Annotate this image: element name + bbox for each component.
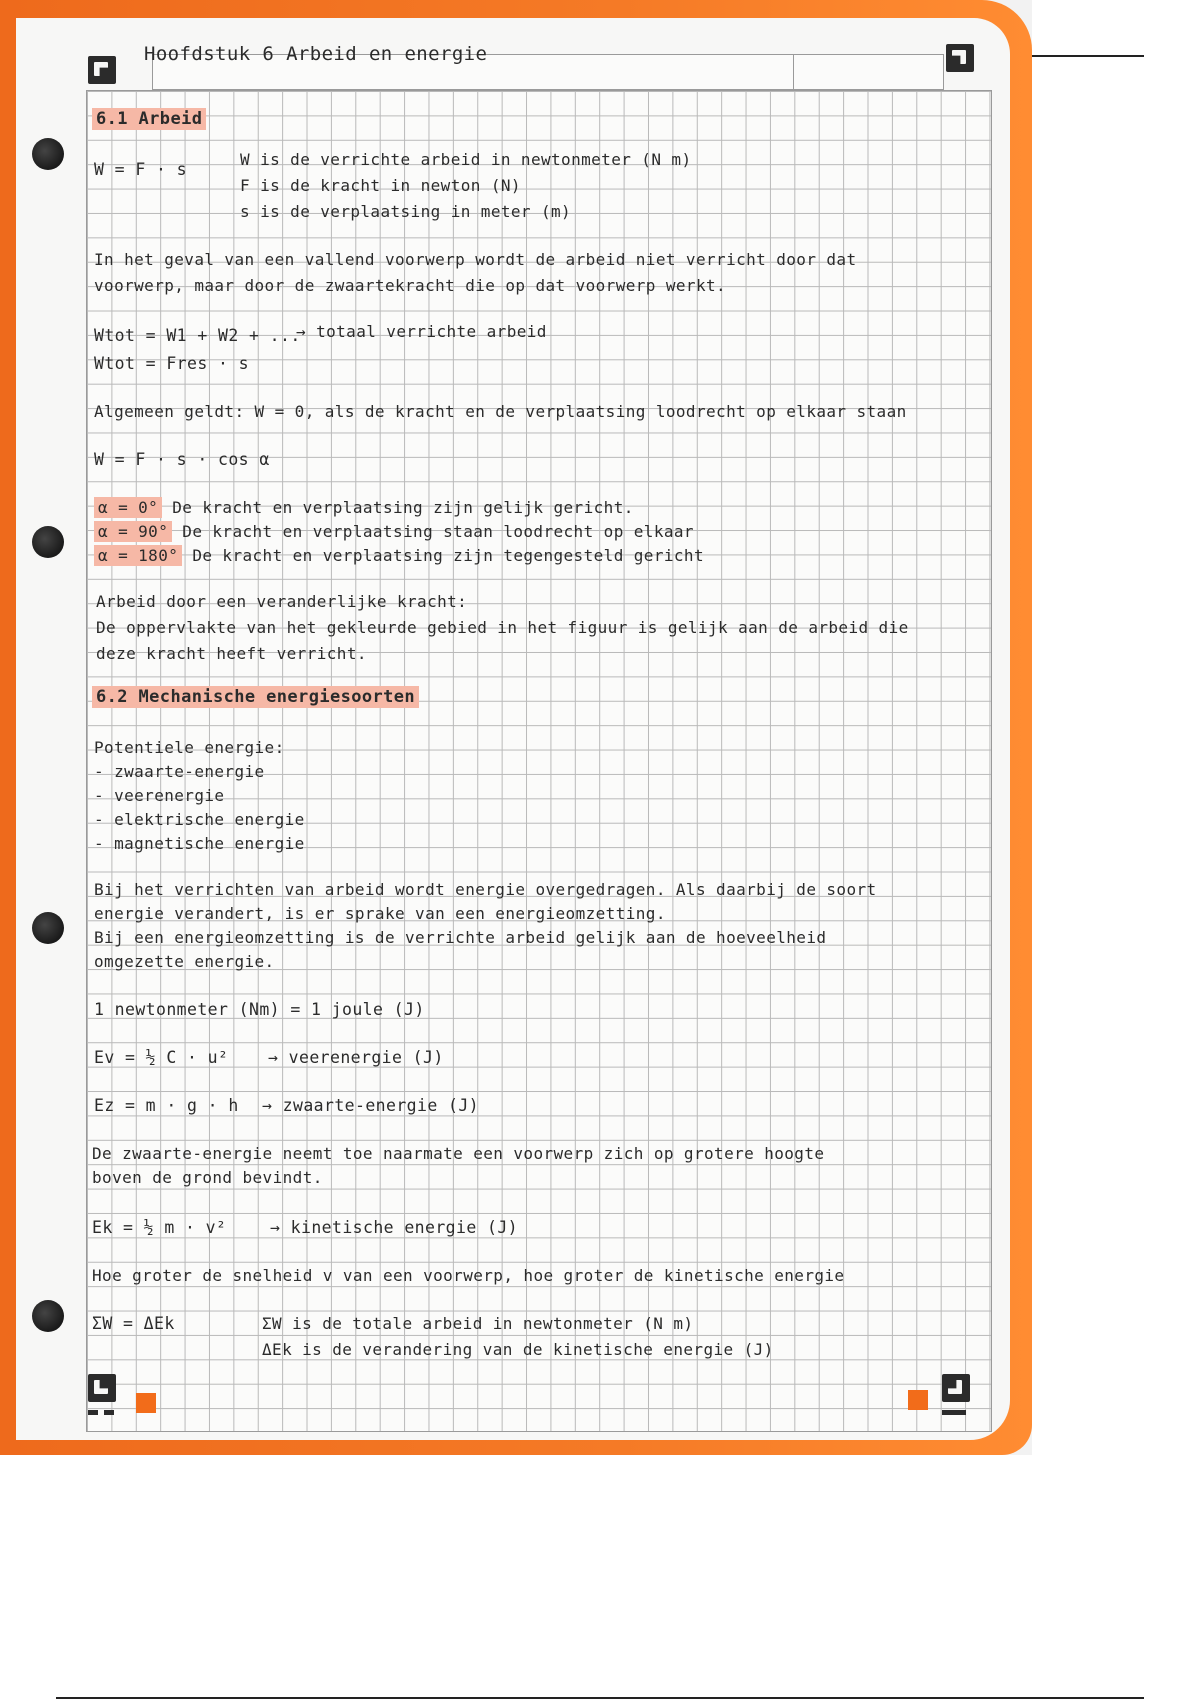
list-item: - magnetische energie [94, 834, 305, 853]
section-heading-energiesoorten: 6.2 Mechanische energiesoorten [92, 686, 419, 708]
list-item: - veerenergie [94, 786, 225, 805]
section-heading-arbeid: 6.1 Arbeid [92, 108, 206, 130]
angle-description: De kracht en verplaatsing zijn gelijk gericht. [172, 498, 634, 517]
text-line: Arbeid door een veranderlijke kracht: [96, 592, 468, 611]
text-line: deze kracht heeft verricht. [96, 644, 367, 663]
formula-wtot-label: → totaal verrichte arbeid [296, 322, 547, 341]
formula-ek-label: → kinetische energie (J) [270, 1218, 519, 1237]
text-line: In het geval van een vallend voorwerp wordt de arbeid niet verricht door dat [94, 250, 857, 269]
formula-wtot: Wtot = W1 + W2 + ... [94, 326, 301, 345]
unit-equivalence: 1 newtonmeter (Nm) = 1 joule (J) [94, 1000, 425, 1019]
text-line: Potentiele energie: [94, 738, 285, 757]
angle-description: De kracht en verplaatsing staan loodrecht op elkaar [182, 522, 694, 541]
bottom-right-marker-icon [942, 1410, 966, 1415]
text-line: Algemeen geldt: W = 0, als de kracht en de verplaatsing loodrecht op elkaar staan [94, 402, 907, 421]
angle-value: α = 180° [94, 545, 182, 566]
text-line: De zwaarte-energie neemt toe naarmate een voorwerp zich op grotere hoogte [92, 1144, 825, 1163]
formula-ez: Ez = m · g · h [94, 1096, 239, 1115]
top-left-corner-icon [88, 56, 116, 84]
formula-ek: Ek = ½ m · v² [92, 1218, 227, 1237]
top-right-corner-icon [946, 44, 974, 72]
list-item: - elektrische energie [94, 810, 305, 829]
formula-work: W = F · s [94, 160, 188, 179]
angle-description: De kracht en verplaatsing zijn tegengesteld gericht [192, 546, 704, 565]
text-line: omgezette energie. [94, 952, 275, 971]
text-line: voorwerp, maar door de zwaartekracht die op dat voorwerp werkt. [94, 276, 727, 295]
formula-wtot-fres: Wtot = Fres · s [94, 354, 250, 373]
bottom-left-orange-square-icon [136, 1393, 156, 1413]
angle-row [94, 546, 704, 565]
punch-hole [32, 526, 64, 558]
text-line: De oppervlakte van het gekleurde gebied in het figuur is gelijk aan de arbeid die [96, 618, 909, 637]
punch-hole [32, 138, 64, 170]
formula-cos: W = F · s · cos α [94, 450, 270, 469]
bottom-right-orange-square-icon [908, 1390, 928, 1410]
text-line: energie verandert, is er sprake van een energieomzetting. [94, 904, 666, 923]
legend-line: F is de kracht in newton (N) [240, 176, 521, 195]
legend-line: W is de verrichte arbeid in newtonmeter (N m) [240, 150, 692, 169]
punch-hole [32, 1300, 64, 1332]
text-line: Bij een energieomzetting is de verrichte arbeid gelijk aan de hoeveelheid [94, 928, 827, 947]
angle-value: α = 0° [94, 497, 162, 518]
bottom-left-marker-icon [104, 1410, 114, 1415]
top-rule [1032, 55, 1144, 57]
formula-ez-label: → zwaarte-energie (J) [262, 1096, 480, 1115]
legend-line: s is de verplaatsing in meter (m) [240, 202, 572, 221]
formula-work-energy: ΣW = ΔEk [92, 1314, 175, 1333]
text-line: Hoe groter de snelheid v van een voorwerp, hoe groter de kinetische energie [92, 1266, 845, 1285]
angle-value: α = 90° [94, 521, 172, 542]
bottom-left-corner-icon [88, 1374, 116, 1402]
bottom-right-corner-icon [942, 1374, 970, 1402]
legend-line: ΔEk is de verandering van de kinetische energie (J) [262, 1340, 774, 1359]
angle-row [94, 498, 634, 517]
punch-hole [32, 912, 64, 944]
legend-line: ΣW is de totale arbeid in newtonmeter (N m) [262, 1314, 694, 1333]
bottom-left-marker-icon [88, 1410, 98, 1415]
angle-row [94, 522, 694, 541]
list-item: - zwaarte-energie [94, 762, 265, 781]
bottom-rule [56, 1697, 1144, 1699]
text-line: Bij het verrichten van arbeid wordt energie overgedragen. Als daarbij de soort [94, 880, 877, 899]
formula-ev: Ev = ½ C · u² [94, 1048, 229, 1067]
page-title: Hoofdstuk 6 Arbeid en energie [144, 43, 488, 65]
text-line: boven de grond bevindt. [92, 1168, 323, 1187]
formula-ev-label: → veerenergie (J) [268, 1048, 444, 1067]
